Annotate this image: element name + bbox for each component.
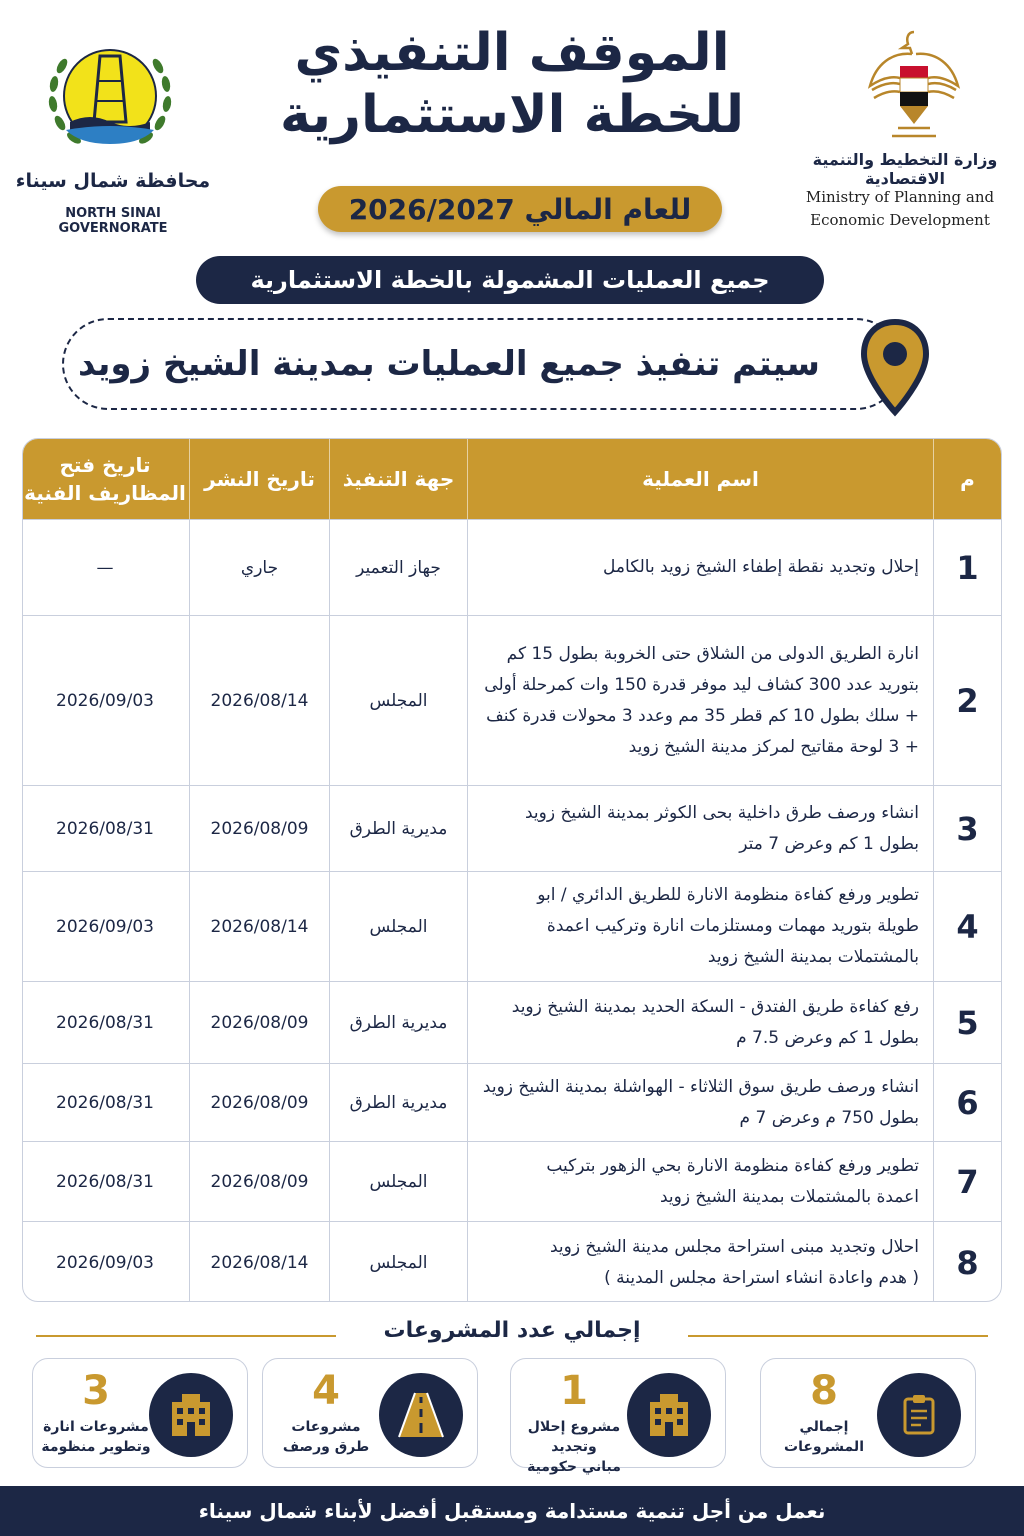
summary-card-count: 8 bbox=[810, 1368, 838, 1414]
cell-name bbox=[467, 520, 933, 615]
fiscal-year-text: للعام المالي 2026/2027 bbox=[348, 192, 692, 226]
header-num: م bbox=[933, 439, 1001, 519]
cell-num: 7 bbox=[933, 1142, 1001, 1221]
footer-banner bbox=[0, 1486, 1024, 1536]
cell-publish: 2026/08/09 bbox=[189, 1142, 329, 1221]
all-operations-banner bbox=[196, 256, 824, 304]
north-sinai-name-en: NORTH SINAI GOVERNORATE bbox=[58, 206, 168, 236]
cell-publish: 2026/08/14 bbox=[189, 1222, 329, 1302]
cell-name bbox=[467, 786, 933, 871]
summary-card-count: 1 bbox=[560, 1368, 588, 1414]
cell-name bbox=[467, 616, 933, 785]
operation-name-line: تطوير ورفع كفاءة منظومة الانارة بحي الزهور بتركيب bbox=[546, 1155, 919, 1176]
all-operations-text: جميع العمليات المشمولة بالخطة الاستثمارية bbox=[250, 266, 770, 294]
building-icon bbox=[149, 1373, 233, 1457]
summary-card-label-line2: وتطوير منظومة bbox=[41, 1439, 151, 1455]
operation-name-line: رفع كفاءة طريق الفتدق - السكة الحديد بمدينة الشيخ زويد bbox=[511, 996, 919, 1017]
city-note-text: سيتم تنفيذ جميع العمليات بمدينة الشيخ زويد bbox=[78, 344, 820, 384]
road-icon bbox=[379, 1373, 463, 1457]
cell-opening: 2026/09/03 bbox=[56, 916, 154, 937]
operation-name-line: انارة الطريق الدولى من الشلاق حتى الخروبة بطول 15 كم bbox=[506, 643, 919, 664]
operation-name-line: طويلة بتوريد مهمات ومستلزمات انارة وتركيب اعمدة bbox=[546, 916, 919, 936]
cell-agency: مديرية الطرق bbox=[329, 786, 467, 871]
operation-name bbox=[484, 639, 919, 763]
summary-card-label bbox=[769, 1417, 879, 1457]
operation-name bbox=[550, 1232, 919, 1294]
table-row bbox=[23, 615, 1001, 785]
summary-card-label-line2: طرق ورصف bbox=[282, 1439, 370, 1455]
page-title bbox=[250, 22, 774, 146]
ministry-name-en-line1: Ministry of Planning and bbox=[805, 188, 995, 206]
header-agency: جهة التنفيذ bbox=[329, 439, 467, 519]
table-row bbox=[23, 1221, 1001, 1302]
ministry-name-ar: وزارة التخطيط والتنمية الاقتصادية bbox=[812, 150, 998, 188]
operation-name bbox=[546, 1151, 919, 1213]
cell-opening: 2026/08/31 bbox=[56, 1012, 154, 1033]
cell-publish: 2026/08/14 bbox=[189, 872, 329, 981]
cell-opening: 2026/08/31 bbox=[56, 1171, 154, 1192]
fiscal-year-badge bbox=[318, 186, 722, 232]
summary-divider-left bbox=[36, 1335, 336, 1337]
summary-card-label bbox=[519, 1417, 629, 1477]
table-row bbox=[23, 871, 1001, 981]
cell-agency: مديرية الطرق bbox=[329, 982, 467, 1063]
footer-text: نعمل من أجل تنمية مستدامة ومستقبل أفضل لأبناء شمال سيناء bbox=[198, 1499, 826, 1523]
table-row bbox=[23, 1063, 1001, 1141]
header-publish-date: تاريخ النشر bbox=[189, 439, 329, 519]
ministry-name-en-line2: Economic Development bbox=[810, 211, 990, 229]
operation-name-line: + 3 لوحة مقاتيح لمركز مدينة الشيخ زويد bbox=[628, 736, 919, 757]
cell-name bbox=[467, 872, 933, 981]
operation-name bbox=[512, 992, 919, 1054]
table-header bbox=[23, 439, 1001, 519]
operation-name-line: بطول 750 م وعرض 7 م bbox=[739, 1107, 919, 1128]
operation-name-line: تطوير ورفع كفاءة منظومة الانارة للطريق الدائري / ابو bbox=[537, 885, 919, 905]
header-opening-date bbox=[22, 439, 189, 519]
summary-card-label-line2: مباني حكومية bbox=[527, 1459, 621, 1475]
operations-table bbox=[22, 438, 1002, 1302]
summary-card-label-line1: مشروع إحلال وتجديد bbox=[527, 1419, 621, 1455]
cell-agency: مديرية الطرق bbox=[329, 1064, 467, 1141]
summary-title: إجمالي عدد المشروعات bbox=[383, 1318, 641, 1343]
summary-card-label bbox=[41, 1417, 151, 1457]
building-icon bbox=[627, 1373, 711, 1457]
cell-agency: المجلس bbox=[329, 872, 467, 981]
cell-agency: جهاز التعمير bbox=[329, 520, 467, 615]
cell-num: 6 bbox=[933, 1064, 1001, 1141]
summary-card-count: 4 bbox=[312, 1368, 340, 1414]
operation-name-line: اعمدة بالمشتملات بمدينة الشيخ زويد bbox=[659, 1186, 919, 1207]
table-row bbox=[23, 981, 1001, 1063]
city-note-box bbox=[62, 318, 902, 410]
operation-name-line: + سلك بطول 10 كم قطر 35 مم وعدد 3 محولات قدرة كنف bbox=[486, 705, 919, 726]
cell-opening: 2026/08/31 bbox=[56, 818, 154, 839]
north-sinai-name-ar: محافظة شمال سيناء bbox=[15, 170, 211, 192]
operation-name-line: إحلال وتجديد نقطة إطفاء الشيخ زويد بالكامل bbox=[603, 557, 919, 577]
cell-name bbox=[467, 1222, 933, 1302]
operation-name bbox=[603, 552, 919, 583]
cell-opening: 2026/09/03 bbox=[56, 1252, 154, 1273]
summary-card-label-line2: المشروعات bbox=[784, 1439, 864, 1455]
cell-opening: 2026/09/03 bbox=[56, 690, 154, 711]
cell-publish: 2026/08/14 bbox=[189, 616, 329, 785]
summary-card bbox=[510, 1358, 726, 1475]
operation-name-line: احلال وتجديد مبنى استراحة مجلس مدينة الشيخ زويد bbox=[549, 1236, 919, 1257]
operation-name-line: انشاء ورصف طرق داخلية بحى الكوثر بمدينة الشيخ زويد bbox=[524, 802, 919, 823]
cell-opening: 2026/08/31 bbox=[56, 1092, 154, 1113]
clipboard-icon bbox=[877, 1373, 961, 1457]
summary-card bbox=[32, 1358, 248, 1468]
cell-num: 1 bbox=[933, 520, 1001, 615]
header-opening-line1: تاريخ فتح bbox=[59, 453, 151, 477]
summary-card-label bbox=[271, 1417, 381, 1457]
cell-num: 8 bbox=[933, 1222, 1001, 1302]
ministry-name-en bbox=[800, 186, 1000, 232]
cell-num: 5 bbox=[933, 982, 1001, 1063]
summary-card-label-line1: إجمالي bbox=[799, 1419, 849, 1435]
summary-card-label-line1: مشروعات bbox=[291, 1419, 361, 1435]
header-opening-line2: المظاريف الفنية bbox=[24, 481, 186, 505]
operation-name bbox=[483, 1072, 919, 1134]
title-line-1: الموقف التنفيذي bbox=[294, 23, 730, 83]
operation-name-line: بالمشتملات بمدينة الشيخ زويد bbox=[707, 947, 919, 967]
cell-num: 4 bbox=[933, 872, 1001, 981]
cell-agency: المجلس bbox=[329, 1222, 467, 1302]
summary-card-label-line1: مشروعات انارة bbox=[43, 1419, 149, 1435]
cell-opening: — bbox=[96, 557, 114, 578]
cell-name bbox=[467, 982, 933, 1063]
operation-name bbox=[525, 798, 919, 860]
operation-name-line: ( هدم واعادة انشاء استراحة مجلس المدينة ) bbox=[604, 1267, 919, 1288]
summary-card bbox=[760, 1358, 976, 1468]
cell-name bbox=[467, 1142, 933, 1221]
table-row bbox=[23, 519, 1001, 615]
cell-publish: 2026/08/09 bbox=[189, 786, 329, 871]
cell-publish: 2026/08/09 bbox=[189, 1064, 329, 1141]
operation-name-line: انشاء ورصف طريق سوق الثلاثاء - الهواشلة بمدينة الشيخ زويد bbox=[482, 1076, 919, 1097]
cell-publish: 2026/08/09 bbox=[189, 982, 329, 1063]
cell-publish: جاري bbox=[189, 520, 329, 615]
cell-agency: المجلس bbox=[329, 1142, 467, 1221]
summary-card-count: 3 bbox=[82, 1368, 110, 1414]
cell-num: 3 bbox=[933, 786, 1001, 871]
title-line-2: للخطة الاستثمارية bbox=[279, 85, 745, 145]
header-name: اسم العملية bbox=[467, 439, 933, 519]
summary-card bbox=[262, 1358, 478, 1468]
north-sinai-emblem-icon bbox=[40, 26, 180, 162]
cell-name bbox=[467, 1064, 933, 1141]
summary-divider-right bbox=[688, 1335, 988, 1337]
operation-name-line: بتوريد عدد 300 كشاف ليد موفر قدرة 150 وات كمرحلة أولى bbox=[484, 674, 919, 695]
location-pin-icon bbox=[858, 318, 932, 418]
operation-name-line: بطول 1 كم وعرض 7.5 م bbox=[736, 1027, 919, 1048]
table-row bbox=[23, 785, 1001, 871]
table-row bbox=[23, 1141, 1001, 1221]
cell-agency: المجلس bbox=[329, 616, 467, 785]
operation-name-line: بطول 1 كم وعرض 7 متر bbox=[739, 833, 919, 854]
ministry-eagle-emblem-icon bbox=[862, 24, 966, 148]
operation-name bbox=[537, 880, 919, 973]
cell-num: 2 bbox=[933, 616, 1001, 785]
